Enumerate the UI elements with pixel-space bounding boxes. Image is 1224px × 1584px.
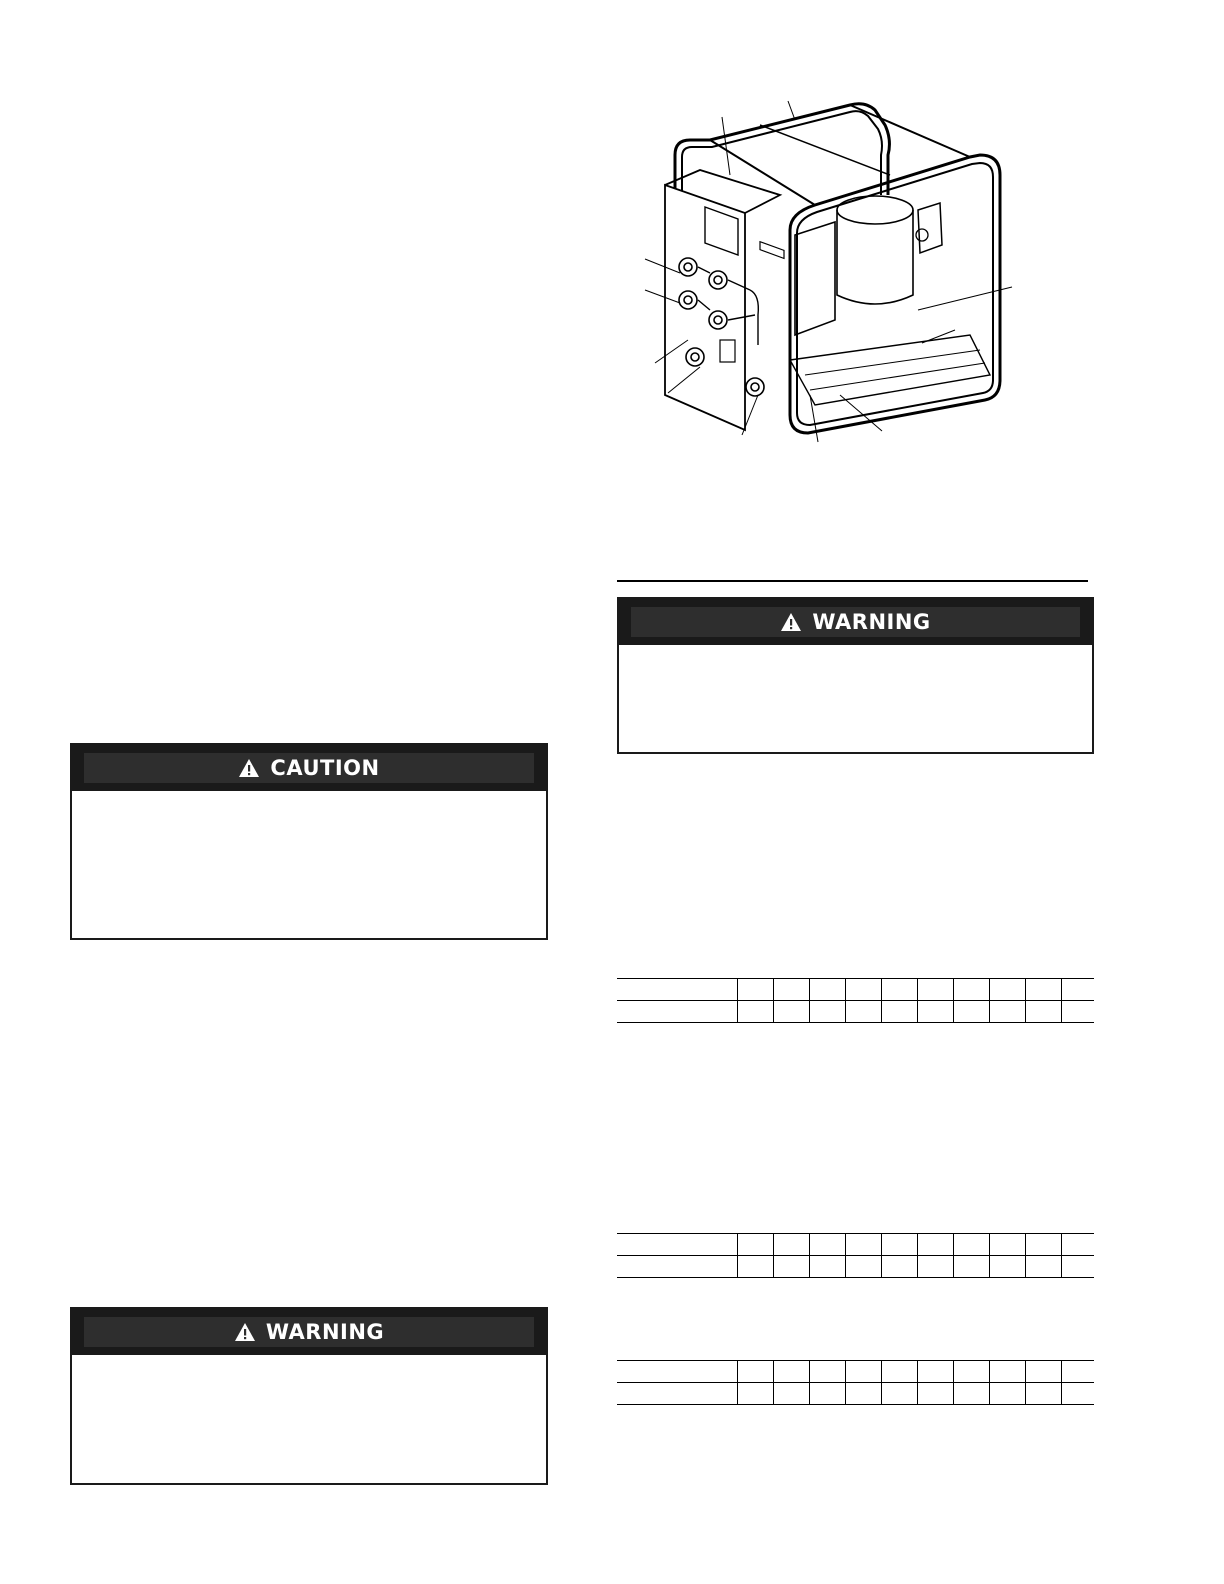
equipment-illustration <box>640 95 1030 455</box>
table-column-divider <box>881 1360 882 1404</box>
warning-triangle-icon <box>234 1322 256 1342</box>
table-column-divider <box>881 1233 882 1277</box>
table-rule <box>617 1233 1094 1234</box>
table-rule <box>617 1255 1094 1256</box>
table-column-divider <box>1025 1233 1026 1277</box>
table-column-divider <box>737 978 738 1022</box>
table-column-divider <box>917 978 918 1022</box>
warning-label: WARNING <box>812 610 931 634</box>
table-column-divider <box>737 1233 738 1277</box>
caution-box <box>70 743 548 940</box>
warning-header <box>619 599 1092 645</box>
table-rule <box>617 1382 1094 1383</box>
table-column-divider <box>809 978 810 1022</box>
warning-bar <box>631 607 1080 637</box>
table-column-divider <box>989 1360 990 1404</box>
section-divider <box>617 580 1088 582</box>
table-column-divider <box>1025 1360 1026 1404</box>
table-column-divider <box>809 1233 810 1277</box>
table-column-divider <box>773 978 774 1022</box>
table-column-divider <box>773 1360 774 1404</box>
warning-box-right <box>617 597 1094 754</box>
table-rule <box>617 978 1094 979</box>
table-rule <box>617 1022 1094 1023</box>
table-column-divider <box>917 1360 918 1404</box>
caution-bar <box>84 753 534 783</box>
caution-label: CAUTION <box>270 756 380 780</box>
warning-triangle-icon <box>780 612 802 632</box>
table-column-divider <box>809 1360 810 1404</box>
warning-label: WARNING <box>265 1320 385 1344</box>
table-column-divider <box>1061 978 1062 1022</box>
table-rule <box>617 1000 1094 1001</box>
table-column-divider <box>845 1233 846 1277</box>
warning-bar <box>84 1317 534 1347</box>
table-column-divider <box>881 978 882 1022</box>
warning-header <box>72 1309 546 1355</box>
table-column-divider <box>737 1360 738 1404</box>
table-column-divider <box>917 1233 918 1277</box>
data-table-3 <box>617 1360 1094 1406</box>
table-column-divider <box>953 1233 954 1277</box>
table-column-divider <box>989 978 990 1022</box>
table-column-divider <box>989 1233 990 1277</box>
table-column-divider <box>845 1360 846 1404</box>
table-column-divider <box>845 978 846 1022</box>
table-column-divider <box>773 1233 774 1277</box>
data-table-1 <box>617 978 1094 1024</box>
table-rule <box>617 1360 1094 1361</box>
table-column-divider <box>953 1360 954 1404</box>
table-column-divider <box>1061 1360 1062 1404</box>
data-table-2 <box>617 1233 1094 1279</box>
table-rule <box>617 1277 1094 1278</box>
table-column-divider <box>953 978 954 1022</box>
warning-box-left <box>70 1307 548 1485</box>
warning-triangle-icon <box>238 758 260 778</box>
table-rule <box>617 1404 1094 1405</box>
table-column-divider <box>1061 1233 1062 1277</box>
caution-header <box>72 745 546 791</box>
table-column-divider <box>1025 978 1026 1022</box>
